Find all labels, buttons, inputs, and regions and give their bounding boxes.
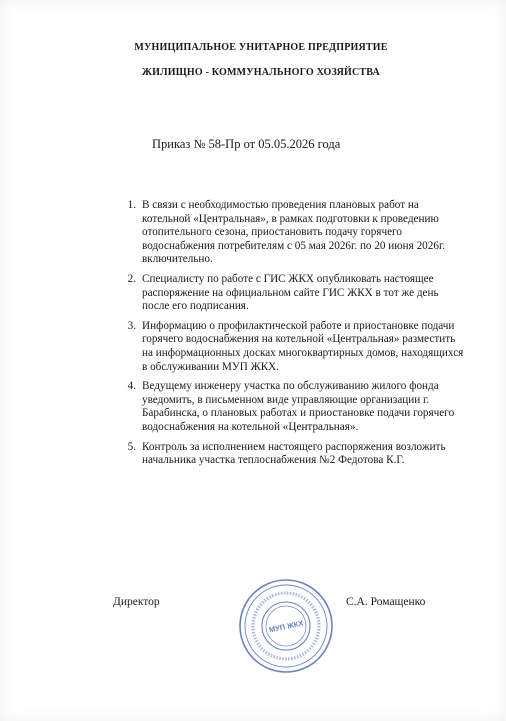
stamp-center-text: МУП ЖКХ <box>268 618 305 635</box>
list-item <box>116 273 464 314</box>
signer-position: Директор <box>113 596 160 608</box>
item-text: Информацию о профилактической работе и приостановке подачи горячего водоснабжения на котельной «Центральная» разместить на информационных досках многоквартирных домов, находящихся в обслуживании МУП ЖКХ. <box>142 319 464 373</box>
official-stamp-icon <box>236 576 336 676</box>
item-text: В связи с необходимостью проведения плановых работ на котельной «Центральная», в рамках подготовки к проведению отопительного сезона, приостановить подачу горячего водоснабжения потребителям с 05 мая 2026г. по 20 июня 2026г. включительно. <box>142 199 446 266</box>
item-text: Ведущему инженеру участка по обслуживанию жилого фонда уведомить, в письменном виде управляющие организации г. Барабинска, о плановых работах и приостановке подачи горячего водоснабжения на котельной «Центральная». <box>142 380 455 433</box>
item-number: 5. <box>127 440 136 453</box>
order-title: Приказ № 58-Пр от 05.05.2026 года <box>152 137 341 151</box>
item-text: Специалисту по работе с ГИС ЖКХ опубликовать настоящее распоряжение на официальном сайте ГИС ЖКХ в тот же день после его подписания. <box>142 272 439 313</box>
item-number: 4. <box>127 380 136 393</box>
list-item <box>116 441 464 468</box>
org-name-line2: ЖИЛИЩНО - КОММУНАЛЬНОГО ХОЗЯЙСТВА <box>142 67 380 78</box>
list-item <box>116 380 464 434</box>
list-item <box>116 320 464 374</box>
item-number: 2. <box>127 272 136 285</box>
list-item <box>116 199 464 267</box>
item-text: Контроль за исполнением настоящего распоряжения возложить начальника участка теплоснабжения №2 Федотова К.Г. <box>142 440 446 467</box>
signer-name: С.А. Ромащенко <box>346 596 426 608</box>
item-number: 1. <box>127 199 136 211</box>
item-number: 3. <box>127 319 136 332</box>
org-name-line1: МУНИЦИПАЛЬНОЕ УНИТАРНОЕ ПРЕДПРИЯТИЕ <box>134 42 388 53</box>
order-items-list <box>116 199 464 474</box>
